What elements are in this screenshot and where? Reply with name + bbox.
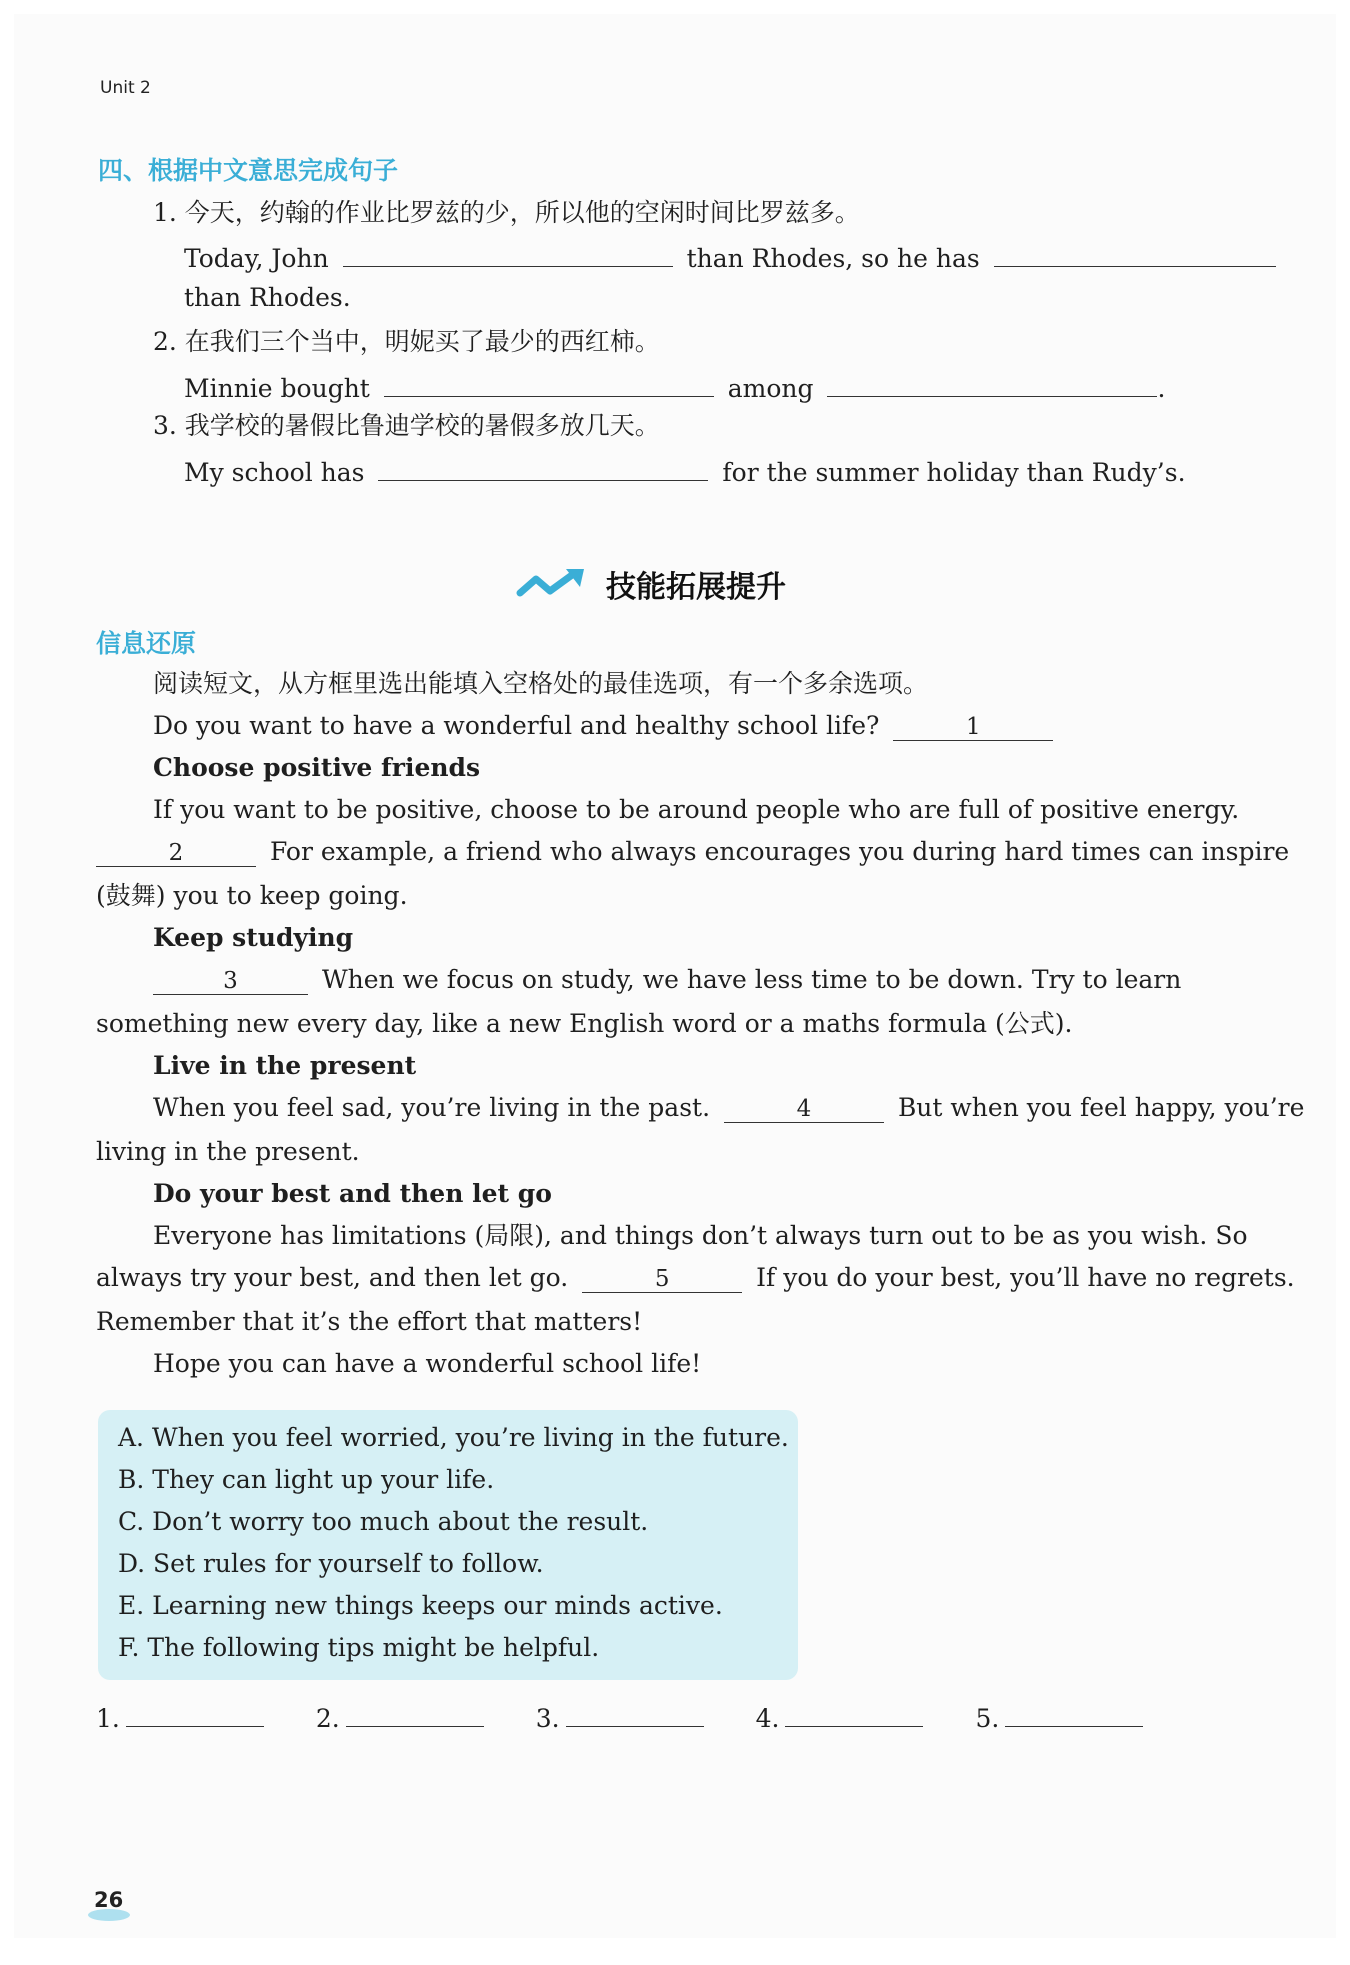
item3-chinese: 3. 我学校的暑假比鲁迪学校的暑假多放几天。: [153, 411, 660, 440]
subhead-positive-friends: Choose positive friends: [153, 753, 481, 782]
banner-title: 技能拓展提升: [606, 570, 786, 605]
p4-line1: Everyone has limitations (局限), and things don’t always turn out to be as you wish. So: [153, 1221, 1248, 1250]
trend-arrow-icon: [516, 567, 586, 601]
answer-blank[interactable]: [994, 240, 1276, 267]
section-heading: 四、根据中文意思完成句子: [98, 156, 399, 185]
answer-slot-2[interactable]: [346, 1700, 484, 1727]
answer-blank[interactable]: [384, 370, 714, 397]
answer-row: 1. 2. 3. 4. 5.: [96, 1700, 1143, 1735]
p1-line3: (鼓舞) you to keep going.: [96, 881, 408, 910]
subhead-do-best: Do your best and then let go: [153, 1179, 552, 1208]
reading-blank-1[interactable]: 1: [893, 714, 1053, 741]
reading-blank-2[interactable]: 2: [96, 840, 256, 867]
answer-slot-4[interactable]: [785, 1700, 923, 1727]
options-box: [98, 1410, 798, 1680]
answer-blank[interactable]: [378, 454, 708, 481]
closing-line: Hope you can have a wonderful school life!: [153, 1349, 702, 1378]
skills-banner: [516, 562, 786, 606]
p4-line3: Remember that it’s the effort that matters!: [96, 1307, 643, 1336]
answer-slot-5[interactable]: [1005, 1700, 1143, 1727]
answer-slot-1[interactable]: [126, 1700, 264, 1727]
answer-blank[interactable]: [343, 240, 673, 267]
p1-line2: 2 For example, a friend who always encourages you during hard times can inspire: [96, 836, 1289, 868]
reading-blank-5[interactable]: 5: [582, 1266, 742, 1293]
workbook-page: [14, 14, 1336, 1938]
option-f: F. The following tips might be helpful.: [118, 1633, 600, 1662]
p2-line2: something new every day, like a new English word or a maths formula (公式).: [96, 1009, 1073, 1038]
p2-line1: 3 When we focus on study, we have less time to be down. Try to learn: [153, 964, 1181, 996]
p3-line1: When you feel sad, you’re living in the past. 4 But when you feel happy, you’re: [153, 1093, 1305, 1122]
unit-label: Unit 2: [100, 78, 151, 98]
subhead-keep-studying: Keep studying: [153, 923, 354, 952]
instruction: 阅读短文，从方框里选出能填入空格处的最佳选项，有一个多余选项。: [153, 669, 929, 698]
p4-line2: always try your best, and then let go. 5 If you do your best, you’ll have no regrets.: [96, 1263, 1295, 1292]
option-d: D. Set rules for yourself to follow.: [118, 1549, 544, 1578]
reading-blank-3[interactable]: 3: [153, 968, 308, 995]
item1-english: Today, John than Rhodes, so he has: [184, 240, 1276, 275]
item1-english-cont: than Rhodes.: [184, 283, 351, 312]
intro-line: Do you want to have a wonderful and healthy school life? 1: [153, 710, 1053, 742]
option-a: A. When you feel worried, you’re living in the future.: [118, 1423, 789, 1452]
option-c: C. Don’t worry too much about the result.: [118, 1507, 649, 1536]
reading-heading: 信息还原: [96, 629, 197, 658]
p3-line2: living in the present.: [96, 1137, 360, 1166]
subhead-live-present: Live in the present: [153, 1051, 417, 1080]
item2-english: Minnie bought among .: [184, 370, 1165, 405]
item3-english: My school has for the summer holiday than Rudy’s.: [184, 454, 1186, 489]
answer-blank[interactable]: [827, 370, 1157, 397]
reading-blank-4[interactable]: 4: [724, 1096, 884, 1123]
p1-line1: If you want to be positive, choose to be around people who are full of positive energy.: [153, 795, 1240, 824]
option-b: B. They can light up your life.: [118, 1465, 495, 1494]
option-e: E. Learning new things keeps our minds active.: [118, 1591, 723, 1620]
item1-chinese: 1. 今天，约翰的作业比罗兹的少，所以他的空闲时间比罗兹多。: [153, 198, 860, 227]
answer-slot-3[interactable]: [566, 1700, 704, 1727]
page-number: 26: [94, 1888, 124, 1912]
item2-chinese: 2. 在我们三个当中，明妮买了最少的西红柿。: [153, 327, 660, 356]
